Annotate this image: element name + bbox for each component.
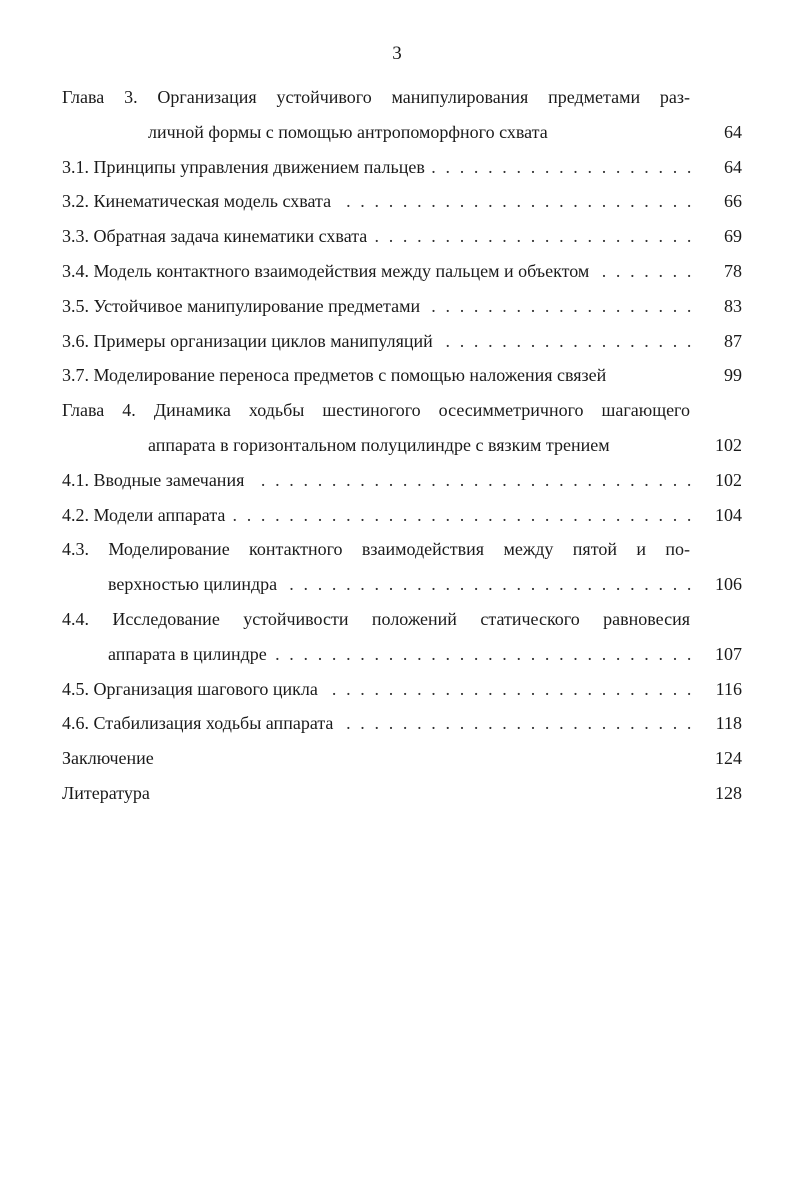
toc-entry-page: 64 — [724, 121, 742, 142]
toc-entry-page: 102 — [715, 434, 742, 455]
toc-entry-references — [62, 776, 742, 811]
toc-entry-title: аппарата в цилиндре — [108, 643, 267, 664]
toc-entry-title: 4.1. Вводные замечания — [62, 469, 245, 490]
toc-entry-title: 4.3. Моделирование контактного взаимодействия между пятой и по- — [62, 539, 690, 560]
toc-entry-chapter-4-line-1 — [62, 393, 742, 428]
toc-entry-conclusion — [62, 741, 742, 776]
dot-leader: . . . . . . . . . . . . . . . . . . . . . . . — [374, 226, 694, 247]
toc-entry-3-1 — [62, 150, 742, 185]
dot-leader: . . . . . . . . . . . . . . . . . . . — [431, 295, 694, 316]
toc-entry-title: 3.1. Принципы управления движением пальцев — [62, 156, 425, 177]
toc-entry-page: 99 — [724, 365, 742, 386]
toc-entry-page: 118 — [715, 713, 742, 734]
toc-entry-title: 3.2. Кинематическая модель схвата — [62, 191, 332, 212]
toc-entry-page: 128 — [715, 782, 742, 803]
toc-entry-4-3-line-2 — [62, 567, 742, 602]
toc-entry-page: 107 — [715, 643, 742, 664]
toc-entry-3-6 — [62, 324, 742, 359]
toc-entry-title: 4.2. Модели аппарата — [62, 504, 226, 525]
toc-entry-page: 116 — [715, 678, 742, 699]
toc-entry-page: 102 — [715, 469, 742, 490]
toc-entry-title: Заключение — [62, 748, 154, 769]
dot-leader: . . . . . . . . . . . . . . . . . . . . . . . . . — [346, 191, 694, 212]
toc-entry-4-6 — [62, 706, 742, 741]
toc-entry-title: 4.6. Стабилизация ходьбы аппарата — [62, 713, 334, 734]
toc-entry-3-2 — [62, 184, 742, 219]
toc-entry-page: 64 — [724, 156, 742, 177]
toc-entry-chapter-3-line-2 — [62, 115, 742, 150]
dot-leader: . . . . . . . . . . . . . . . . . . — [445, 330, 694, 351]
toc-entry-3-3 — [62, 219, 742, 254]
toc-entry-title: личной формы с помощью антропоморфного схвата — [148, 121, 548, 142]
toc-entry-title: аппарата в горизонтальном полуцилиндре с вязким трением — [148, 434, 610, 455]
toc-entry-3-7 — [62, 358, 742, 393]
toc-entry-4-4-line-2 — [62, 637, 742, 672]
toc-entry-title: Глава 3. Организация устойчивого манипулирования предметами раз- — [62, 87, 690, 107]
toc-entry-title: верхностью цилиндра — [108, 574, 278, 595]
toc-entry-4-4-line-1 — [62, 602, 742, 637]
dot-leader: . . . . . . . . . . . . . . . . . . . . . . . . . . . . . . . . . — [232, 504, 694, 525]
toc-entry-title: 3.7. Моделирование переноса предметов с помощью наложения связей — [62, 365, 607, 386]
toc-entry-page: 106 — [715, 574, 742, 595]
toc-entry-title: 3.4. Модель контактного взаимодействия между пальцем и объектом — [62, 260, 590, 281]
dot-leader: . . . . . . . . . . . . . . . . . . . — [431, 156, 694, 177]
toc-entry-title: 3.6. Примеры организации циклов манипуляций — [62, 330, 433, 351]
toc-entry-4-5 — [62, 672, 742, 707]
toc-entry-4-1 — [62, 463, 742, 498]
toc-entry-title: 4.5. Организация шагового цикла — [62, 678, 318, 699]
page-number: 3 — [392, 43, 402, 64]
toc-entry-4-2 — [62, 498, 742, 533]
dot-leader: . . . . . . . . . . . . . . . . . . . . . . . . . . . . . . — [275, 643, 694, 664]
toc-entry-title: 4.4. Исследование устойчивости положений статического равновесия — [62, 608, 690, 629]
toc-entry-page: 66 — [724, 191, 742, 212]
toc-entry-chapter-4-line-2 — [62, 428, 742, 463]
toc-entry-3-5 — [62, 289, 742, 324]
dot-leader: . . . . . . . . . . . . . . . . . . . . . . . . . . — [331, 678, 694, 699]
dot-leader: . . . . . . . . . . . . . . . . . . . . . . . . . . . . . — [289, 574, 694, 595]
toc-entry-chapter-3-line-1 — [62, 80, 742, 115]
toc-entry-title: Литература — [62, 782, 150, 803]
toc-entry-page: 104 — [715, 504, 742, 525]
toc-entry-page: 78 — [724, 260, 742, 281]
toc-entry-title: 3.5. Устойчивое манипулирование предметами — [62, 295, 421, 316]
dot-leader: . . . . . . . — [601, 260, 694, 281]
toc-entry-title: Глава 4. Динамика ходьбы шестиногого осесимметричного шагающего — [62, 400, 690, 421]
toc-entry-page: 69 — [724, 226, 742, 247]
toc-entry-3-4 — [62, 254, 742, 289]
toc-entry-4-3-line-1 — [62, 532, 742, 567]
toc-entry-page: 83 — [724, 295, 742, 316]
toc-entry-title: 3.3. Обратная задача кинематики схвата — [62, 226, 368, 247]
toc-entry-page: 124 — [715, 748, 742, 769]
dot-leader: . . . . . . . . . . . . . . . . . . . . . . . . . — [346, 713, 694, 734]
table-of-contents — [62, 80, 742, 811]
dot-leader: . . . . . . . . . . . . . . . . . . . . . . . . . . . . . . . — [260, 469, 694, 490]
toc-entry-page: 87 — [724, 330, 742, 351]
